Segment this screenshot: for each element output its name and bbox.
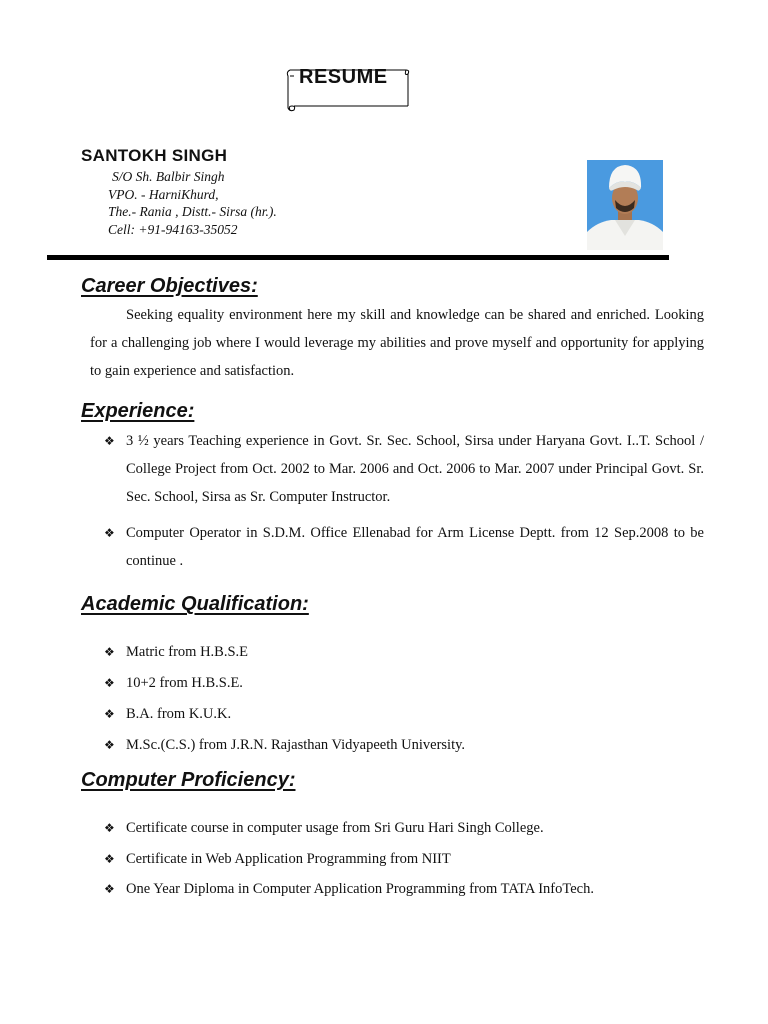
list-item-text: B.A. from K.U.K.: [126, 706, 232, 722]
header-divider: [47, 255, 669, 260]
title-banner: [284, 66, 412, 112]
contact-line: The.- Rania , Distt.- Sirsa (hr.).: [108, 204, 277, 219]
list-item: [104, 519, 704, 575]
diamond-bullet-icon: ❖: [104, 738, 115, 752]
diamond-bullet-icon: ❖: [104, 434, 115, 448]
diamond-bullet-icon: ❖: [104, 707, 115, 721]
list-item: [104, 813, 704, 844]
list-item-text: Computer Operator in S.D.M. Office Ellenabad for Arm License Deptt. from 12 Sep.2008 to be continue .: [126, 525, 704, 569]
contact-line: S/O Sh. Balbir Singh: [112, 169, 225, 184]
contact-line: VPO. - HarniKhurd,: [108, 186, 219, 202]
diamond-bullet-icon: ❖: [104, 821, 115, 835]
section-heading-academic: Academic Qualification:: [81, 593, 309, 615]
list-item: [104, 637, 704, 668]
contact-line: Cell: +91-94163-35052: [108, 221, 238, 237]
list-item-text: Certificate in Web Application Programming from NIIT: [126, 850, 451, 867]
list-item-text: One Year Diploma in Computer Application Programming from TATA InfoTech.: [126, 881, 594, 897]
list-item-text: Matric from H.B.S.E: [126, 644, 249, 660]
diamond-bullet-icon: ❖: [104, 676, 115, 690]
career-objective-paragraph: Seeking equality environment here my skill and knowledge can be shared and enriched. Looking for a challenging job where I would leverage my abilities and prove myself and opportunity for applying to gain experience and satisfaction.: [90, 307, 704, 379]
diamond-bullet-icon: ❖: [104, 526, 115, 540]
diamond-bullet-icon: ❖: [104, 882, 115, 896]
list-item: [104, 427, 704, 511]
list-item-text: Certificate course in computer usage from Sri Guru Hari Singh College.: [126, 820, 544, 836]
computer-list: [104, 813, 704, 905]
list-item: [104, 668, 704, 699]
section-heading-career: Career Objectives:: [81, 275, 258, 297]
section-heading-experience: Experience:: [81, 400, 195, 422]
list-item: [104, 844, 704, 875]
list-item-text: M.Sc.(C.S.) from J.R.N. Rajasthan Vidyapeeth University.: [126, 737, 466, 753]
diamond-bullet-icon: ❖: [104, 851, 115, 866]
list-item: [104, 874, 704, 905]
document-title: RESUME: [299, 66, 388, 88]
list-item-text: 10+2 from H.B.S.E.: [126, 675, 243, 691]
career-objective-text: [90, 301, 704, 385]
section-heading-computer: Computer Proficiency:: [81, 769, 296, 791]
contact-block: [108, 168, 277, 238]
list-item: [104, 730, 704, 761]
diamond-bullet-icon: ❖: [104, 645, 115, 659]
list-item-text: 3 ½ years Teaching experience in Govt. Sr. Sec. School, Sirsa under Haryana Govt. I..T. School / College Project from Oct. 2002 to Mar. 2006 and Oct. 2006 to Mar. 2007 under Principal Govt. Sr. Sec. School, Sirsa as Sr. Computer Instructor.: [126, 433, 704, 505]
experience-list: [104, 427, 704, 575]
list-item: [104, 699, 704, 730]
profile-photo: [587, 160, 663, 250]
candidate-name: SANTOKH SINGH: [81, 146, 228, 165]
academic-list: [104, 637, 704, 761]
